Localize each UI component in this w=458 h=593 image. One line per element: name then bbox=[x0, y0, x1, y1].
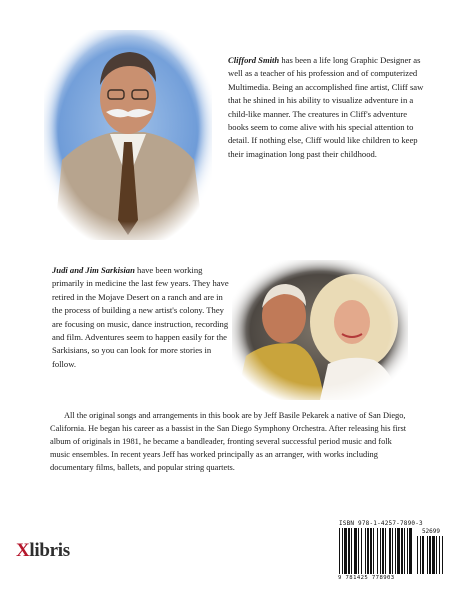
author-photo-clifford-smith bbox=[44, 30, 212, 240]
publisher-logo bbox=[16, 540, 70, 562]
bio-text: have been working primarily in medicine the last few years. They have retired in the Mojave Desert on a ranch and are in the process of building a new artist's colony. They are focusing on music, dance instruction, recording and film. Adventures seem to happen easily for the Sarkisians, so you can look for more stories in follow. bbox=[52, 265, 229, 369]
logo-x: X bbox=[16, 540, 30, 561]
author-name: Clifford Smith bbox=[228, 55, 280, 65]
price-code: 52699 bbox=[421, 528, 440, 535]
logo-text: libris bbox=[29, 540, 70, 561]
portrait-man-in-suit bbox=[44, 30, 212, 240]
isbn-digits: 9 781425 778903 bbox=[338, 575, 395, 581]
bio-sarkisian bbox=[52, 264, 232, 371]
isbn-label: ISBN 978-1-4257-7890-3 bbox=[339, 520, 423, 527]
author-name: Judi and Jim Sarkisian bbox=[52, 265, 135, 275]
bio-text: has been a life long Graphic Designer as well as a teacher of his profession and of computerized Multimedia. Being an accomplished fine artist, Cliff saw that he shined in his ability to visualize adventure in a child-like manner. The creatures in Cliff's adventure books seem to come alive with his special attention to detail. If nothing else, Cliff would like children to keep their imagination long past their childhood. bbox=[228, 55, 424, 159]
bio-jeff-pekarek: All the original songs and arrangements in this book are by Jeff Basile Pekarek a native of San Diego, California. He began his career as a bassist in the San Diego Symphony Orchestra. After releasing his first album of originals in 1981, he became a bandleader, fronting several successful period music and folk music ensembles. In recent years Jeff has worked principally as an arranger, with works including documentary films, ballets, and popular string quartets. bbox=[50, 411, 407, 472]
isbn-barcode bbox=[335, 519, 443, 583]
bio-clifford-smith bbox=[228, 54, 428, 161]
barcode-bars bbox=[339, 528, 443, 574]
author-photo-sarkisian bbox=[232, 260, 408, 400]
portrait-couple bbox=[232, 260, 408, 400]
